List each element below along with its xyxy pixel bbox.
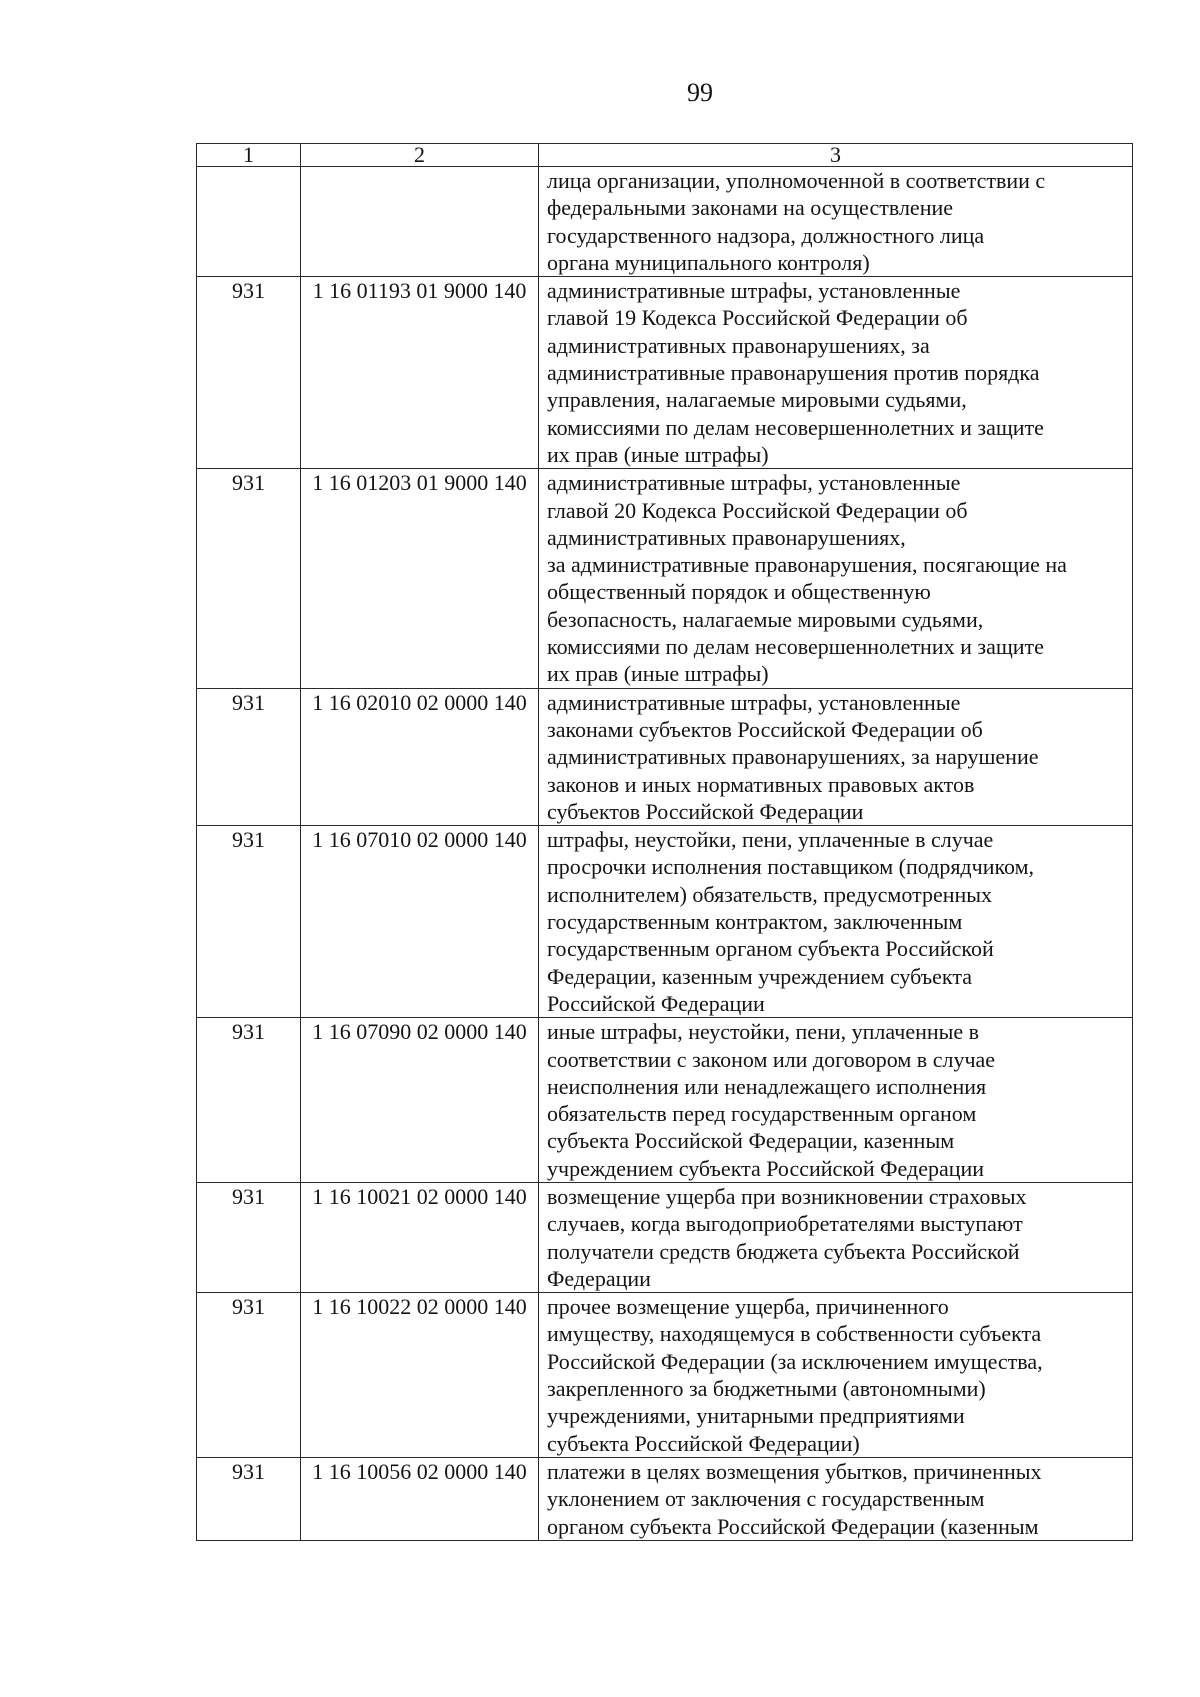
description-line: законов и иных нормативных правовых актов — [547, 771, 975, 797]
description-line: административных правонарушениях, — [547, 524, 906, 550]
description-line: административных правонарушениях, за — [547, 332, 930, 358]
description-line: за административные правонарушения, посягающие на — [547, 552, 1067, 578]
description-line: Российской Федерации — [547, 990, 765, 1016]
description-line: субъекта Российской Федерации, казенным — [547, 1128, 955, 1154]
revenue-code-cell — [301, 167, 539, 277]
description-line: платежи в целях возмещения убытков, причиненных — [547, 1458, 1042, 1484]
table-row — [197, 1182, 1133, 1292]
admin-code-cell: 931 — [197, 277, 301, 469]
description-line: административные правонарушения против порядка — [547, 360, 1040, 386]
description-line: административные штрафы, установленные — [547, 470, 961, 496]
description-line: органом субъекта Российской Федерации (казенным — [547, 1513, 1039, 1539]
description-line: их прав (иные штрафы) — [547, 441, 769, 467]
column-header-code: 2 — [301, 144, 539, 167]
description-cell — [539, 1018, 1133, 1183]
table-row — [197, 469, 1133, 688]
description-line: уклонением от заключения с государственным — [547, 1486, 985, 1512]
admin-code-cell: 931 — [197, 1018, 301, 1183]
description-line: комиссиями по делам несовершеннолетних и защите — [547, 634, 1044, 660]
description-line: прочее возмещение ущерба, причиненного — [547, 1294, 949, 1320]
description-line: государственного надзора, должностного лица — [547, 222, 985, 248]
table-row — [197, 1018, 1133, 1183]
description-line: иные штрафы, неустойки, пени, уплаченные в — [547, 1019, 980, 1045]
description-line: учреждениями, унитарными предприятиями — [547, 1403, 965, 1429]
revenue-code-cell: 1 16 01193 01 9000 140 — [301, 277, 539, 469]
description-cell — [539, 469, 1133, 688]
description-line: Федерации, казенным учреждением субъекта — [547, 963, 972, 989]
admin-code-cell: 931 — [197, 1457, 301, 1540]
description-line: Российской Федерации (за исключением имущества, — [547, 1348, 1043, 1374]
description-line: управления, налагаемые мировыми судьями, — [547, 387, 967, 413]
description-line: государственным контрактом, заключенным — [547, 909, 963, 935]
description-line: административные штрафы, установленные — [547, 278, 961, 304]
admin-code-cell: 931 — [197, 1293, 301, 1458]
column-header-description: 3 — [539, 144, 1133, 167]
column-header-admin: 1 — [197, 144, 301, 167]
description-cell — [539, 1457, 1133, 1540]
description-cell — [539, 688, 1133, 825]
description-line: имуществу, находящемуся в собственности субъекта — [547, 1321, 1042, 1347]
revenue-code-cell: 1 16 10022 02 0000 140 — [301, 1293, 539, 1458]
description-line: получатели средств бюджета субъекта Российской — [547, 1238, 1020, 1264]
admin-code-cell: 931 — [197, 469, 301, 688]
table-row — [197, 688, 1133, 825]
description-cell — [539, 167, 1133, 277]
description-line: главой 19 Кодекса Российской Федерации об — [547, 305, 968, 331]
description-line: обязательств перед государственным органом — [547, 1101, 977, 1127]
table-row — [197, 167, 1133, 277]
description-line: исполнителем) обязательств, предусмотренных — [547, 881, 993, 907]
description-line: возмещение ущерба при возникновении страховых — [547, 1183, 1027, 1209]
revenue-code-cell: 1 16 10021 02 0000 140 — [301, 1182, 539, 1292]
admin-code-cell: 931 — [197, 688, 301, 825]
description-line: общественный порядок и общественную — [547, 579, 931, 605]
description-line: административных правонарушениях, за нарушение — [547, 744, 1039, 770]
table-row — [197, 277, 1133, 469]
revenue-code-cell: 1 16 07010 02 0000 140 — [301, 826, 539, 1018]
description-line: органа муниципального контроля) — [547, 249, 870, 275]
description-line: случаев, когда выгодоприобретателями выступают — [547, 1211, 1023, 1237]
description-line: штрафы, неустойки, пени, уплаченные в случае — [547, 827, 994, 853]
table-row — [197, 826, 1133, 1018]
revenue-code-cell: 1 16 10056 02 0000 140 — [301, 1457, 539, 1540]
description-line: безопасность, налагаемые мировыми судьями, — [547, 606, 984, 632]
description-line: просрочки исполнения поставщиком (подрядчиком, — [547, 854, 1035, 880]
description-line: субъекта Российской Федерации) — [547, 1430, 860, 1456]
description-line: законами субъектов Российской Федерации об — [547, 716, 983, 742]
table-row — [197, 1293, 1133, 1458]
description-line: соответствии с законом или договором в случае — [547, 1046, 996, 1072]
description-line: государственным органом субъекта Российской — [547, 936, 994, 962]
table-body — [197, 144, 1133, 1541]
description-line: неисполнения или ненадлежащего исполнения — [547, 1073, 987, 1099]
budget-revenue-table — [196, 143, 1133, 1541]
admin-code-cell — [197, 167, 301, 277]
description-cell — [539, 277, 1133, 469]
description-line: главой 20 Кодекса Российской Федерации об — [547, 497, 968, 523]
page-number: 99 — [687, 78, 713, 107]
description-cell — [539, 826, 1133, 1018]
revenue-code-cell: 1 16 07090 02 0000 140 — [301, 1018, 539, 1183]
description-cell — [539, 1293, 1133, 1458]
revenue-code-cell: 1 16 02010 02 0000 140 — [301, 688, 539, 825]
description-cell — [539, 1182, 1133, 1292]
revenue-code-cell: 1 16 01203 01 9000 140 — [301, 469, 539, 688]
description-line: комиссиями по делам несовершеннолетних и защите — [547, 414, 1044, 440]
description-line: закрепленного за бюджетными (автономными) — [547, 1376, 986, 1402]
description-line: учреждением субъекта Российской Федерации — [547, 1155, 985, 1181]
description-line: субъектов Российской Федерации — [547, 798, 864, 824]
description-line: их прав (иные штрафы) — [547, 661, 769, 687]
admin-code-cell: 931 — [197, 826, 301, 1018]
table-row — [197, 1457, 1133, 1540]
description-line: административные штрафы, установленные — [547, 689, 961, 715]
admin-code-cell: 931 — [197, 1182, 301, 1292]
table-header-row — [197, 144, 1133, 167]
description-line: лица организации, уполномоченной в соответствии с — [547, 168, 1046, 193]
description-line: Федерации — [547, 1265, 651, 1291]
description-line: федеральными законами на осуществление — [547, 195, 954, 221]
